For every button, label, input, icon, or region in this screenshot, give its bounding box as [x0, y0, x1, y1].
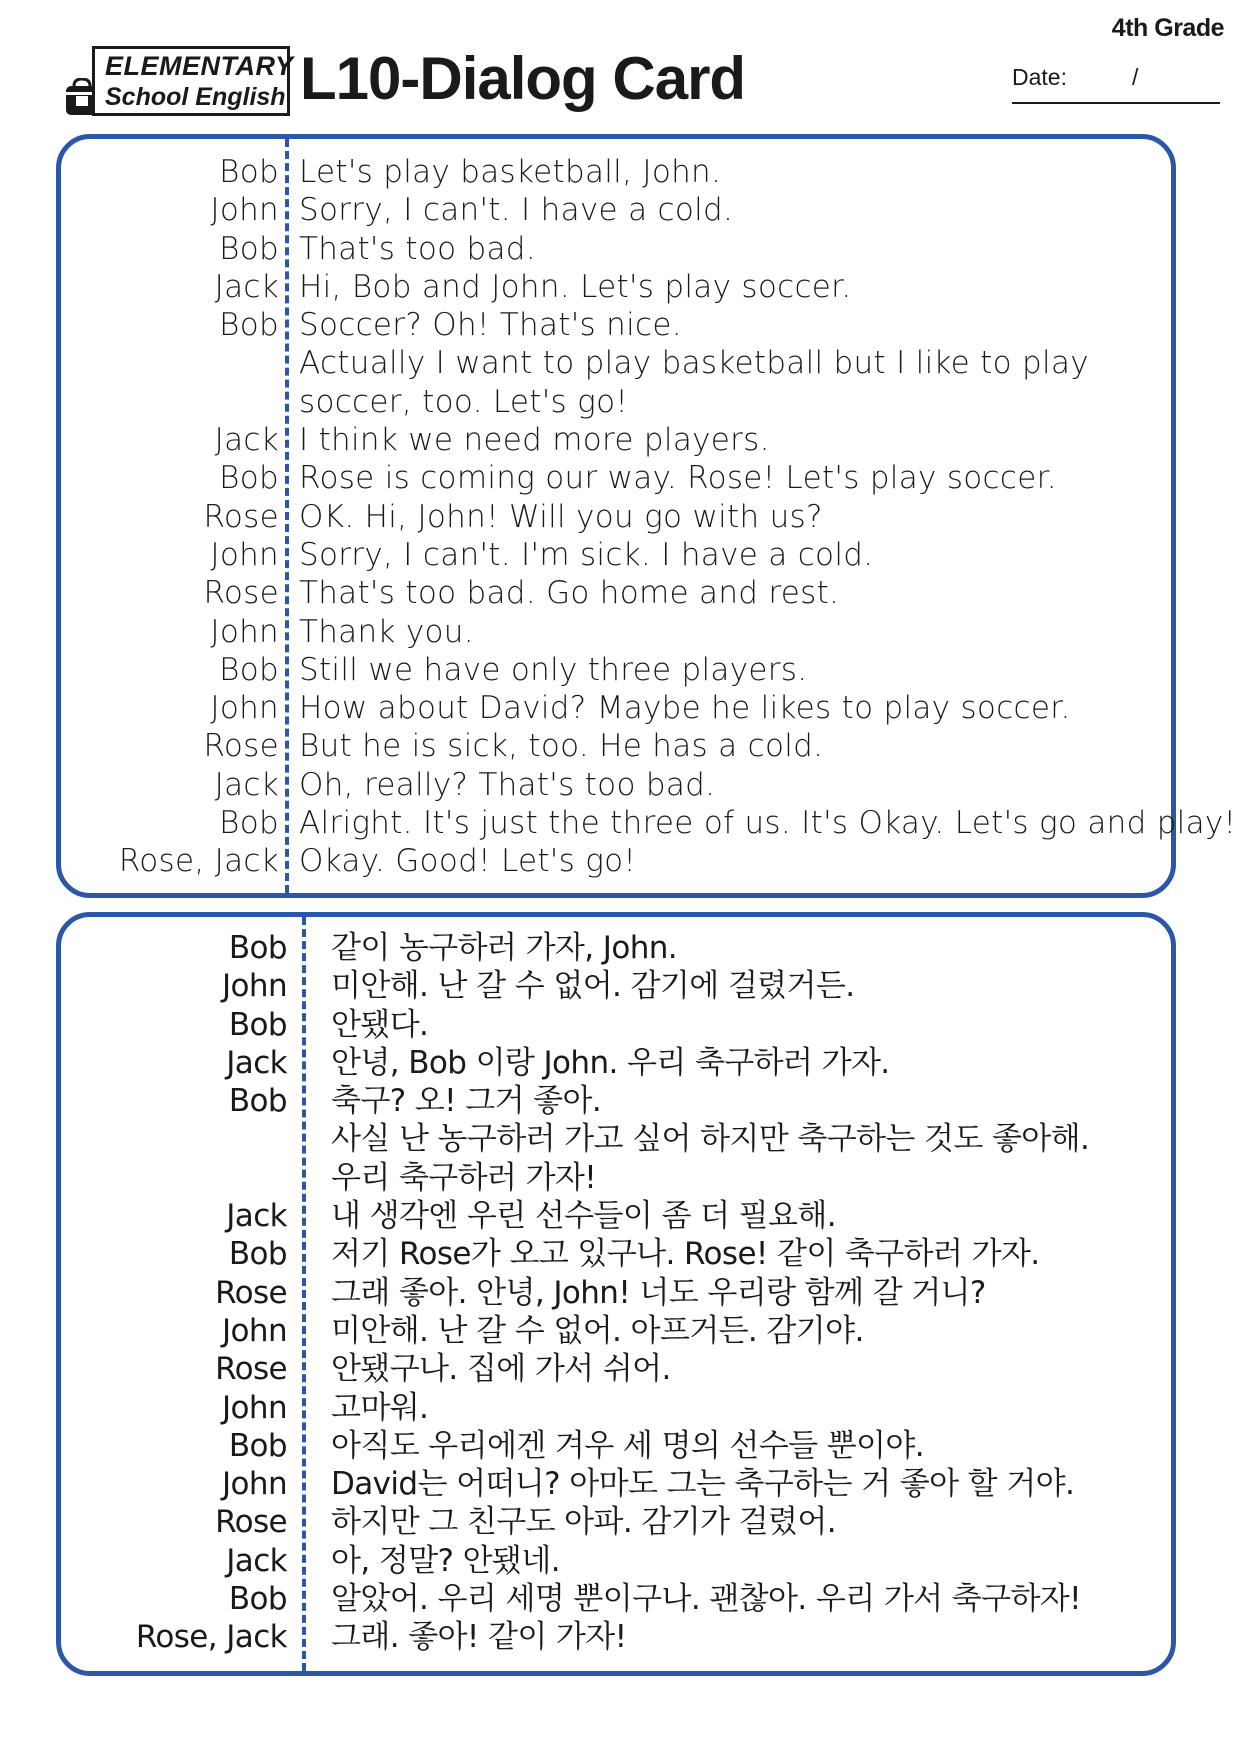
dialog-line: 우리 축구하러 가자!	[331, 1159, 597, 1196]
dialog-line: Sorry, I can't. I'm sick. I have a cold.	[299, 536, 874, 573]
speaker-name: Bob	[228, 930, 287, 966]
speaker-name: Jack	[226, 1542, 287, 1579]
dialog-line: That's too bad. Go home and rest.	[299, 575, 840, 612]
speaker-name: Rose	[203, 498, 279, 535]
dialog-line: OK. Hi, John! Will you go with us?	[299, 498, 823, 535]
speaker-name: Jack	[226, 1198, 287, 1235]
dialog-row	[61, 1006, 1171, 1044]
speaker-name	[61, 1120, 287, 1158]
dialog-line: Still we have only three players.	[299, 651, 808, 688]
dialog-line: 그래. 좋아! 같이 가자!	[331, 1619, 627, 1656]
dialog-row	[61, 1427, 1171, 1465]
dialog-row	[61, 1235, 1171, 1273]
speaker-name: John	[210, 613, 279, 650]
page-title: L10-Dialog Card	[300, 45, 746, 112]
dialog-line: 미안해. 난 갈 수 없어. 아프거든. 감기야.	[331, 1312, 864, 1349]
dialog-row	[61, 651, 1171, 689]
korean-dialog-card	[56, 912, 1176, 1676]
dialog-line: Sorry, I can't. I have a cold.	[299, 192, 734, 229]
speaker-name: Rose	[203, 728, 279, 765]
dialog-row	[61, 1465, 1171, 1503]
speaker-name: Bob	[228, 1083, 287, 1120]
dialog-line: But he is sick, too. He has a cold.	[299, 728, 824, 765]
dialog-row	[61, 306, 1171, 344]
logo-line2: School English	[105, 83, 286, 111]
speaker-name: Jack	[214, 268, 279, 305]
dialog-row	[61, 766, 1171, 804]
date-label: Date:	[1012, 64, 1067, 90]
dialog-row	[61, 421, 1171, 459]
english-dialog-card	[56, 134, 1237, 898]
dialog-line: soccer, too. Let's go!	[299, 383, 629, 420]
dialog-line: 미안해. 난 갈 수 없어. 감기에 걸렸거든.	[331, 968, 855, 1005]
speaker-name	[61, 344, 279, 382]
dialog-row	[61, 1312, 1171, 1350]
date-slash: /	[1132, 64, 1139, 90]
speaker-name: John	[210, 690, 279, 727]
dialog-row	[61, 1389, 1171, 1427]
speaker-name: Jack	[214, 422, 279, 459]
dialog-row	[61, 1274, 1171, 1312]
english-dialog-rows	[61, 153, 1237, 881]
speaker-name	[61, 1159, 287, 1197]
dialog-row	[61, 842, 1171, 880]
dialog-line: Oh, really? That's too bad.	[299, 766, 716, 803]
dialog-line: 안됐다.	[331, 1006, 429, 1043]
dialog-line: 고마워.	[331, 1389, 429, 1426]
dialog-row	[61, 230, 1171, 268]
dialog-line: 안됐구나. 집에 가서 쉬어.	[331, 1351, 671, 1388]
dialog-row	[61, 1542, 1171, 1580]
speaker-name	[61, 383, 279, 421]
dialog-line: 안녕, Bob 이랑 John. 우리 축구하러 가자.	[331, 1044, 890, 1081]
speaker-name: Rose	[215, 1351, 287, 1388]
dialog-line: 저기 Rose가 오고 있구나. Rose! 같이 축구하러 가자.	[331, 1236, 1040, 1273]
speaker-name: John	[210, 536, 279, 573]
dialog-line: Rose is coming our way. Rose! Let's play soccer.	[299, 460, 1057, 497]
dialog-line: Actually I want to play basketball but I like to play	[299, 345, 1089, 382]
speaker-name: Rose	[215, 1504, 287, 1541]
speaker-name: Jack	[214, 766, 279, 803]
logo-line1: ELEMENTARY	[105, 51, 294, 81]
dialog-row	[61, 967, 1171, 1005]
dialog-line: Thank you.	[299, 613, 474, 650]
dialog-line: 아, 정말? 안됐네.	[331, 1542, 560, 1579]
speaker-name: John	[221, 968, 287, 1005]
dialog-line: 하지만 그 친구도 아파. 감기가 걸렸어.	[331, 1504, 836, 1541]
speaker-name: Bob	[219, 460, 279, 497]
dialog-line: 그래 좋아. 안녕, John! 너도 우리랑 함께 갈 거니?	[331, 1274, 986, 1311]
dialog-row	[61, 1197, 1171, 1235]
date-field[interactable]	[1012, 64, 1220, 104]
dialog-row	[61, 191, 1171, 229]
dialog-row	[61, 153, 1171, 191]
dialog-row	[61, 344, 1171, 382]
dialog-line: That's too bad.	[299, 230, 536, 267]
speaker-name: Rose	[215, 1274, 287, 1311]
dialog-line: Okay. Good! Let's go!	[299, 843, 637, 880]
speaker-name: John	[221, 1312, 287, 1349]
logo-frame	[92, 46, 294, 116]
dialog-row	[61, 1503, 1171, 1541]
speaker-name: Jack	[226, 1044, 287, 1081]
dialog-row	[61, 574, 1171, 612]
speaker-name: Bob	[219, 651, 279, 688]
dialog-row	[61, 689, 1171, 727]
speaker-name: John	[210, 192, 279, 229]
speaker-name: Bob	[228, 1581, 287, 1618]
speaker-name: Rose, Jack	[135, 1619, 287, 1656]
korean-dialog-rows	[61, 929, 1171, 1657]
dialog-row	[61, 1082, 1171, 1120]
speaker-name: Bob	[219, 230, 279, 267]
dialog-row	[61, 613, 1171, 651]
dialog-row	[61, 1120, 1171, 1158]
dialog-line: Soccer? Oh! That's nice.	[299, 307, 682, 344]
grade-label: 4th Grade	[1111, 14, 1224, 42]
dialog-row	[61, 268, 1171, 306]
dialog-row	[61, 1618, 1171, 1656]
speaker-name: John	[221, 1466, 287, 1503]
dialog-line: 내 생각엔 우린 선수들이 좀 더 필요해.	[331, 1198, 836, 1235]
dialog-row	[61, 459, 1171, 497]
dialog-line: Let's play basketball, John.	[299, 154, 722, 190]
dialog-row	[61, 929, 1171, 967]
speaker-name: Bob	[228, 1236, 287, 1273]
speaker-name: John	[221, 1389, 287, 1426]
dialog-line: 아직도 우리에겐 겨우 세 명의 선수들 뿐이야.	[331, 1427, 925, 1464]
dialog-row	[61, 1159, 1171, 1197]
speaker-name: Bob	[228, 1006, 287, 1043]
dialog-row	[61, 536, 1171, 574]
speaker-name: Bob	[219, 154, 279, 190]
dialog-row	[61, 1350, 1171, 1388]
dialog-row	[61, 1044, 1171, 1082]
dialog-line: Hi, Bob and John. Let's play soccer.	[299, 268, 852, 305]
speaker-name: Bob	[228, 1427, 287, 1464]
school-logo	[64, 46, 294, 118]
dialog-line: Alright. It's just the three of us. It's Okay. Let's go and play!	[299, 805, 1237, 842]
dialog-line: David는 어떠니? 아마도 그는 축구하는 거 좋아 할 거야.	[331, 1466, 1075, 1503]
dialog-line: How about David? Maybe he likes to play soccer.	[299, 690, 1071, 727]
dialog-row	[61, 383, 1171, 421]
dialog-line: I think we need more players.	[299, 422, 770, 459]
dialog-line: 알았어. 우리 세명 뿐이구나. 괜찮아. 우리 가서 축구하자!	[331, 1581, 1081, 1618]
speaker-name: Bob	[219, 307, 279, 344]
speaker-name: Rose	[203, 575, 279, 612]
dialog-row	[61, 727, 1171, 765]
dialog-row	[61, 1580, 1171, 1618]
speaker-name: Bob	[219, 805, 279, 842]
dialog-line: 사실 난 농구하러 가고 싶어 하지만 축구하는 것도 좋아해.	[331, 1121, 1090, 1158]
speaker-name: Rose, Jack	[118, 843, 279, 880]
dialog-line: 축구? 오! 그거 좋아.	[331, 1083, 602, 1120]
dialog-row	[61, 804, 1237, 842]
dialog-line: 같이 농구하러 가자, John.	[331, 930, 678, 966]
dialog-row	[61, 498, 1171, 536]
